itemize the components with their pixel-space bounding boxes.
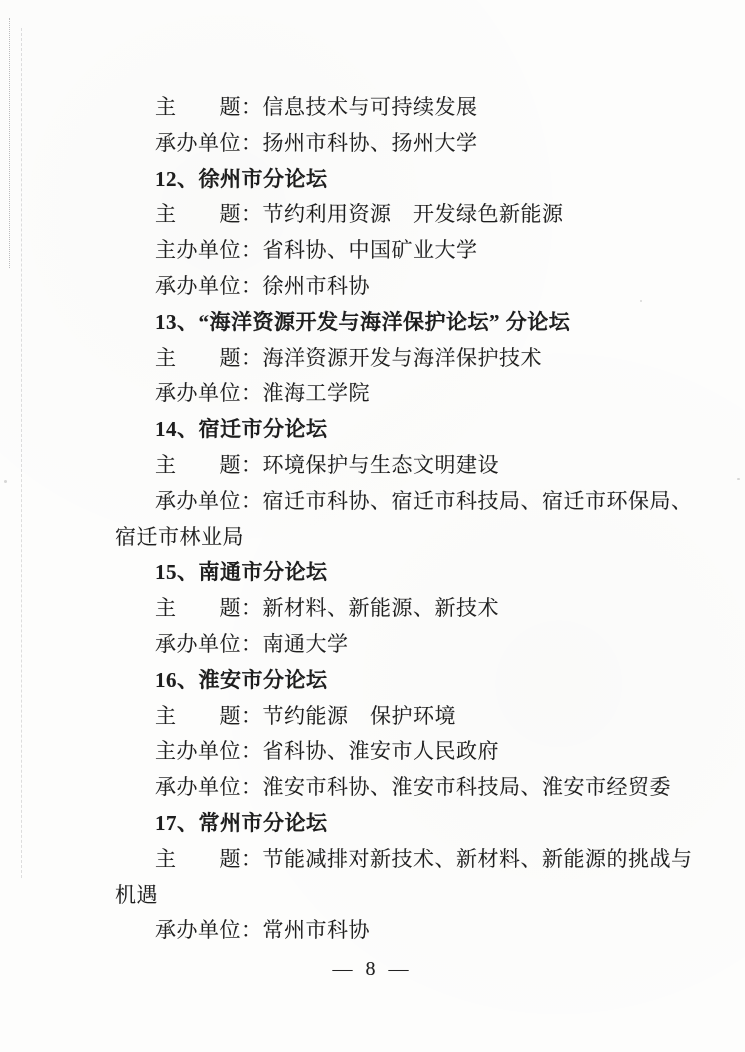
text-line: 承办单位：南通大学 [155,631,349,656]
text-line: 承办单位：常州市科协 [155,918,370,943]
text-line: 主 题：节能减排对新技术、新材料、新能源的挑战与 [155,846,693,871]
text-line: 主 题：节约能源 保护环境 [155,703,456,728]
scan-artifact-line [21,28,22,878]
text-line: 主办单位：省科协、淮安市人民政府 [155,739,499,764]
text-line: 宿迁市林业局 [115,524,244,549]
text-line: 主 题：节约利用资源 开发绿色新能源 [155,202,564,227]
text-line: 承办单位：淮海工学院 [155,381,370,406]
text-line: 主 题：海洋资源开发与海洋保护技术 [155,345,542,370]
scan-speck [737,478,740,480]
text-line: 主办单位：省科协、中国矿业大学 [155,238,478,263]
text-line: 机遇 [115,882,158,907]
text-line: 承办单位：徐州市科协 [155,273,370,298]
text-line: 主 题：环境保护与生态文明建设 [155,452,499,477]
text-line: 主 题：新材料、新能源、新技术 [155,596,499,621]
text-line: 主 题：信息技术与可持续发展 [155,95,478,119]
text-line: 承办单位：宿迁市科协、宿迁市科技局、宿迁市环保局、 [155,488,693,513]
forum-heading-line: 12、徐州市分论坛 [155,166,328,191]
scan-speck [4,480,7,483]
forum-heading-line: 13、“海洋资源开发与海洋保护论坛” 分论坛 [155,309,571,334]
forum-heading-line: 14、宿迁市分论坛 [155,417,328,442]
page-number: — 8 — [332,958,413,980]
body-text [115,90,693,949]
text-line: 承办单位：淮安市科协、淮安市科技局、淮安市经贸委 [155,775,671,800]
scan-artifact-line [9,18,10,268]
forum-heading-line: 16、淮安市分论坛 [155,667,328,692]
forum-heading-line: 17、常州市分论坛 [155,810,328,835]
forum-heading-line: 15、南通市分论坛 [155,560,328,585]
text-line: 承办单位：扬州市科协、扬州大学 [155,130,478,155]
